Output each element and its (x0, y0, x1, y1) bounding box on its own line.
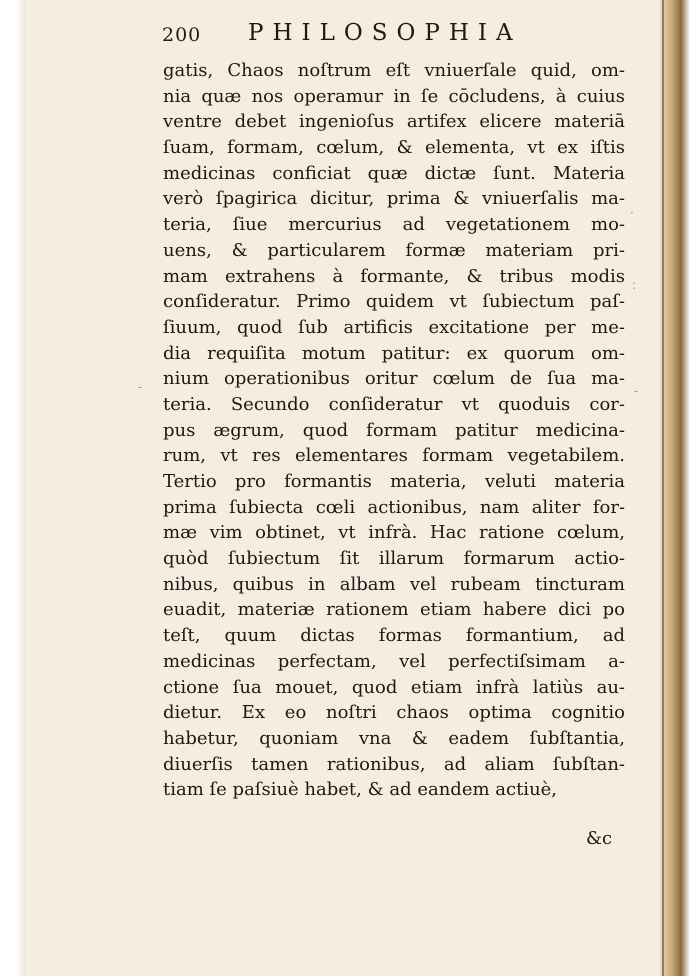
text-line: pus ægrum, quod formam patitur medicina- (163, 419, 625, 441)
body-text (163, 58, 625, 803)
catchword: &c (586, 828, 613, 849)
text-line: diuerſis tamen rationibus, ad aliam ſubſtan- (163, 753, 625, 775)
text-line: ctione ſua mouet, quod etiam infrà latiùs au- (163, 676, 625, 698)
text-line: dietur. Ex eo noſtri chaos optima cognitio (163, 702, 625, 724)
text-line: rum, vt res elementares formam vegetabilem. (163, 445, 625, 467)
page-header (162, 20, 642, 54)
bleed-through-mark: - (138, 380, 143, 394)
page-binding-edge (660, 0, 690, 976)
text-line: gatis, Chaos noſtrum eſt vniuerſale quid, om- (163, 60, 625, 81)
text-line: medicinas conficiat quæ dictæ ſunt. Materia (163, 162, 625, 184)
running-head: PHILOSOPHIA (248, 20, 522, 46)
text-line: Tertio pro formantis materia, veluti materia (163, 471, 625, 492)
text-line: teria, ſiue mercurius ad vegetationem mo- (163, 214, 625, 236)
text-line: tiam ſe paſsiuè habet, & ad eandem actiuè, (163, 779, 558, 801)
text-line: euadit, materiæ rationem etiam habere dici po (163, 599, 625, 621)
text-line: medicinas perfectam, vel perfectiſsimam a- (163, 650, 625, 672)
text-line: ſuam, formam, cœlum, & elementa, vt ex iſtis (163, 137, 625, 159)
text-line: nibus, quibus in albam vel rubeam tincturam (163, 573, 625, 595)
text-line: prima ſubiecta cœli actionibus, nam aliter for- (163, 496, 625, 518)
text-line: ſiuum, quod ſub artificis excitatione per me- (163, 316, 625, 338)
text-line: uens, & particularem formæ materiam pri- (163, 239, 625, 261)
text-line: teſt, quum dictas formas formantium, ad (163, 625, 625, 647)
page-number: 200 (162, 24, 202, 46)
bleed-through-mark: · (630, 206, 634, 220)
gutter-shadow-line (662, 0, 664, 976)
bleed-through-mark: - (634, 384, 639, 398)
page-left-margin (0, 0, 26, 976)
bleed-through-mark: : (632, 278, 637, 292)
text-line: conſideratur. Primo quidem vt ſubiectum paſ- (163, 291, 625, 313)
text-line: mam extrahens à formante, & tribus modis (163, 265, 625, 287)
text-line: ventre debet ingenioſus artifex elicere materiā (163, 111, 625, 133)
text-line: habetur, quoniam vna & eadem ſubſtantia, (163, 727, 625, 749)
text-line: teria. Secundo conſideratur vt quoduis cor- (163, 393, 625, 415)
text-line: dia requiſita motum patitur: ex quorum om- (163, 342, 625, 364)
text-line: nia quæ nos operamur in ſe cōcludens, à cuius (163, 85, 625, 107)
text-line: verò ſpagirica dicitur, prima & vniuerſalis ma- (163, 188, 625, 210)
text-line: nium operationibus oritur cœlum de ſua ma- (163, 368, 625, 390)
text-line: mæ vim obtinet, vt infrà. Hac ratione cœlum, (163, 522, 625, 544)
text-line: quòd ſubiectum ſit illarum formarum actio- (163, 548, 625, 570)
